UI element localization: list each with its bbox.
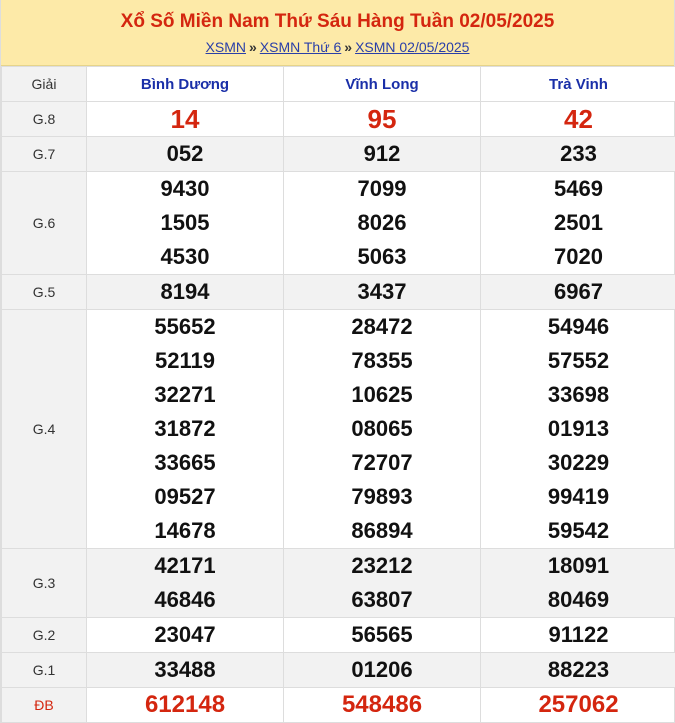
- prize-number: 23047: [154, 622, 216, 647]
- prize-number: 42171: [154, 553, 216, 578]
- prize-number: 7020: [554, 244, 603, 269]
- column-header-province[interactable]: Vĩnh Long: [284, 67, 481, 102]
- prize-number: 33488: [154, 657, 216, 682]
- prize-cell: [481, 688, 675, 723]
- prize-row: [2, 618, 675, 653]
- prize-number: 1505: [160, 210, 210, 235]
- table-header-row: [2, 67, 675, 102]
- prize-number: 88223: [547, 657, 610, 682]
- prize-cell: [284, 688, 481, 723]
- prize-cell: [87, 102, 284, 137]
- prize-number: 257062: [538, 691, 619, 718]
- breadcrumb-separator: »: [344, 39, 353, 55]
- prize-number: 32271: [154, 382, 216, 407]
- prize-row: [2, 275, 675, 310]
- prize-cell: [284, 653, 481, 688]
- prize-number: 548486: [341, 691, 423, 718]
- prize-number: 28472: [351, 314, 413, 339]
- prize-label: G.6: [2, 172, 87, 275]
- prize-cell: [87, 137, 284, 172]
- prize-row: [2, 102, 675, 137]
- results-header: [1, 0, 674, 66]
- prize-number: 54946: [547, 314, 610, 339]
- prize-cell: [284, 172, 481, 275]
- prize-cell: [284, 618, 481, 653]
- prize-cell: [284, 275, 481, 310]
- prize-number: 33698: [547, 382, 610, 407]
- prize-cell: [87, 549, 284, 618]
- prize-number: 5063: [357, 244, 407, 269]
- prize-number: 86894: [351, 518, 413, 543]
- prize-cell: [87, 310, 284, 549]
- column-header-province[interactable]: Trà Vinh: [481, 67, 675, 102]
- prize-rows: [2, 102, 675, 723]
- prize-number: 80469: [547, 587, 610, 612]
- prize-number: 6967: [554, 279, 603, 304]
- prize-label: G.4: [2, 310, 87, 549]
- prize-number: 052: [166, 141, 204, 166]
- prize-number: 10625: [351, 382, 413, 407]
- prize-number: 57552: [547, 348, 610, 373]
- prize-number: 52119: [155, 348, 215, 373]
- prize-number: 3437: [357, 279, 407, 304]
- prize-label: ĐB: [2, 688, 87, 723]
- prize-number: 01206: [351, 657, 413, 682]
- breadcrumb-link-xsmn-date[interactable]: XSMN 02/05/2025: [355, 39, 470, 55]
- prize-number: 46846: [154, 587, 216, 612]
- prize-cell: [481, 549, 675, 618]
- prize-row: [2, 310, 675, 549]
- prize-number: 08065: [351, 416, 413, 441]
- prize-cell: [87, 275, 284, 310]
- prize-number: 23212: [351, 553, 413, 578]
- prize-number: 72707: [351, 450, 413, 475]
- prize-number: 42: [564, 104, 593, 134]
- prize-number: 56565: [351, 622, 413, 647]
- prize-number: 8194: [160, 279, 210, 304]
- breadcrumb-link-xsmn[interactable]: XSMN: [205, 39, 246, 55]
- prize-number: 01913: [547, 416, 610, 441]
- prize-number: 14678: [154, 518, 216, 543]
- prize-number: 8026: [357, 210, 407, 235]
- prize-row: [2, 653, 675, 688]
- prize-cell: [87, 618, 284, 653]
- prize-row: [2, 549, 675, 618]
- breadcrumb-separator: »: [248, 39, 257, 55]
- prize-cell: [481, 618, 675, 653]
- prize-label: G.2: [2, 618, 87, 653]
- prize-cell: [284, 137, 481, 172]
- prize-number: 18091: [547, 553, 610, 578]
- prize-number: 9430: [160, 176, 210, 201]
- prize-number: 912: [363, 141, 401, 166]
- prize-label: G.8: [2, 102, 87, 137]
- prize-number: 2501: [554, 210, 603, 235]
- prize-row: [2, 172, 675, 275]
- prize-number: 33665: [154, 450, 216, 475]
- prize-cell: [481, 172, 675, 275]
- prize-cell: [87, 688, 284, 723]
- prize-number: 91122: [548, 622, 609, 647]
- prize-cell: [284, 102, 481, 137]
- prize-cell: [481, 653, 675, 688]
- page-title: Xổ Số Miền Nam Thứ Sáu Hàng Tuần 02/05/2025: [120, 11, 555, 32]
- breadcrumb-link-xsmn-thu-6[interactable]: XSMN Thứ 6: [259, 39, 342, 55]
- prize-number: 612148: [144, 691, 226, 718]
- prize-number: 95: [367, 104, 397, 134]
- prize-number: 4530: [160, 244, 210, 269]
- prize-cell: [87, 653, 284, 688]
- prize-number: 55652: [154, 314, 216, 339]
- prize-cell: [481, 275, 675, 310]
- prize-number: 7099: [357, 176, 407, 201]
- prize-cell: [87, 172, 284, 275]
- prize-number: 5469: [554, 176, 603, 201]
- breadcrumb: [1, 38, 674, 56]
- prize-number: 233: [560, 141, 597, 166]
- prize-number: 78355: [351, 348, 413, 373]
- prize-label: G.7: [2, 137, 87, 172]
- prize-label: G.3: [2, 549, 87, 618]
- prize-number: 99419: [547, 484, 610, 509]
- prize-number: 63807: [351, 587, 413, 612]
- prize-number: 09527: [154, 484, 216, 509]
- prize-label: G.1: [2, 653, 87, 688]
- results-table: [1, 66, 675, 723]
- prize-row: [2, 688, 675, 723]
- prize-label: G.5: [2, 275, 87, 310]
- prize-number: 30229: [547, 450, 610, 475]
- prize-cell: [284, 549, 481, 618]
- prize-cell: [481, 310, 675, 549]
- prize-row: [2, 137, 675, 172]
- prize-cell: [481, 102, 675, 137]
- column-header-province[interactable]: Bình Dương: [87, 67, 284, 102]
- prize-cell: [481, 137, 675, 172]
- prize-number: 79893: [351, 484, 413, 509]
- column-header-giai: Giải: [2, 67, 87, 102]
- prize-number: 59542: [547, 518, 610, 543]
- prize-number: 31872: [154, 416, 216, 441]
- prize-number: 14: [170, 104, 200, 134]
- prize-cell: [284, 310, 481, 549]
